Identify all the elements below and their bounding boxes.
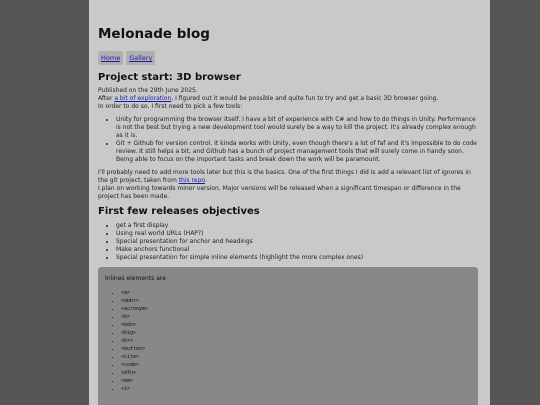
list-item: • <cite>: [121, 353, 471, 361]
inlines-title: Inlines elements are: [105, 275, 166, 282]
list-item: • Git + Github for version control. It kinda works with Unity, even though there's a lot of faf and it's impossible to do code review. It still helps a bit, and Github has a bunch of project management tools that will surely come in handy soon. Being able to focus on the important tasks and break down the work will be paramount.: [116, 140, 478, 164]
list-item: • Unity for programming the browser itself. I have a bit of experience with C# and how to do things in Unity. Performance is not the best but trying a new development tool would surely be a way to kill the project. It's already complex enough as it is.: [116, 116, 478, 140]
list-item: • Special presentation for simple inline elements (highlight the more complex ones): [116, 254, 478, 262]
post-intro: [98, 95, 478, 103]
post-title: Project start: 3D browser: [98, 72, 241, 83]
post-intro-2: In order to do so, I first need to pick a few tools:: [98, 103, 243, 110]
intro-text-before: After: [98, 95, 115, 102]
list-item: • Using real world URLs (HAP?): [116, 230, 478, 238]
list-item: • Special presentation for anchor and headings: [116, 238, 478, 246]
list-item: • <acronym>: [121, 305, 471, 313]
list-item: • <bdo>: [121, 321, 471, 329]
list-item: • <b>: [121, 313, 471, 321]
list-item: • <code>: [121, 361, 471, 369]
post-paragraph-tools: [98, 169, 478, 185]
list-item: • Make anchors functional: [116, 246, 478, 254]
tools-list: [98, 116, 478, 164]
list-item: • <abbr>: [121, 297, 471, 305]
objectives-title: First few releases objectives: [98, 206, 260, 217]
post-published-date: Published on the 29th June 2025.: [98, 87, 198, 94]
para-text-before: I'll probably need to add more tools later but this is the basics. One of the first things I did is add a relevant list of ignores in the git project, taken from: [98, 169, 471, 184]
repo-link[interactable]: this repo: [178, 177, 205, 184]
list-item: • <a>: [121, 289, 471, 297]
list-item: • get a first display: [116, 222, 478, 230]
main-nav: [98, 51, 155, 65]
post-paragraph-version: I plan on working towards minor version. Major versions will be released when a significant timespan or difference in the project has been made.: [98, 185, 461, 200]
intro-text-after: , I figured out it would be possible and quite fun to try and get a basic 3D browser going.: [171, 95, 439, 102]
para-text-after: .: [204, 177, 207, 184]
nav-gallery-link[interactable]: Gallery: [126, 51, 155, 65]
inlines-code-box: [98, 267, 478, 405]
list-item: • <br>: [121, 337, 471, 345]
list-item: • <em>: [121, 377, 471, 385]
list-item: • <dfn>: [121, 369, 471, 377]
list-item: • <big>: [121, 329, 471, 337]
list-item: • <i>: [121, 385, 471, 393]
objectives-list: [98, 222, 478, 262]
post-article: [98, 72, 478, 405]
blog-page: [89, 0, 490, 405]
exploration-link[interactable]: a bit of exploration: [114, 95, 172, 102]
blog-title: Melonade blog: [98, 26, 210, 42]
inlines-list: [105, 289, 471, 393]
nav-home-link[interactable]: Home: [98, 51, 123, 65]
list-item: • <button>: [121, 345, 471, 353]
